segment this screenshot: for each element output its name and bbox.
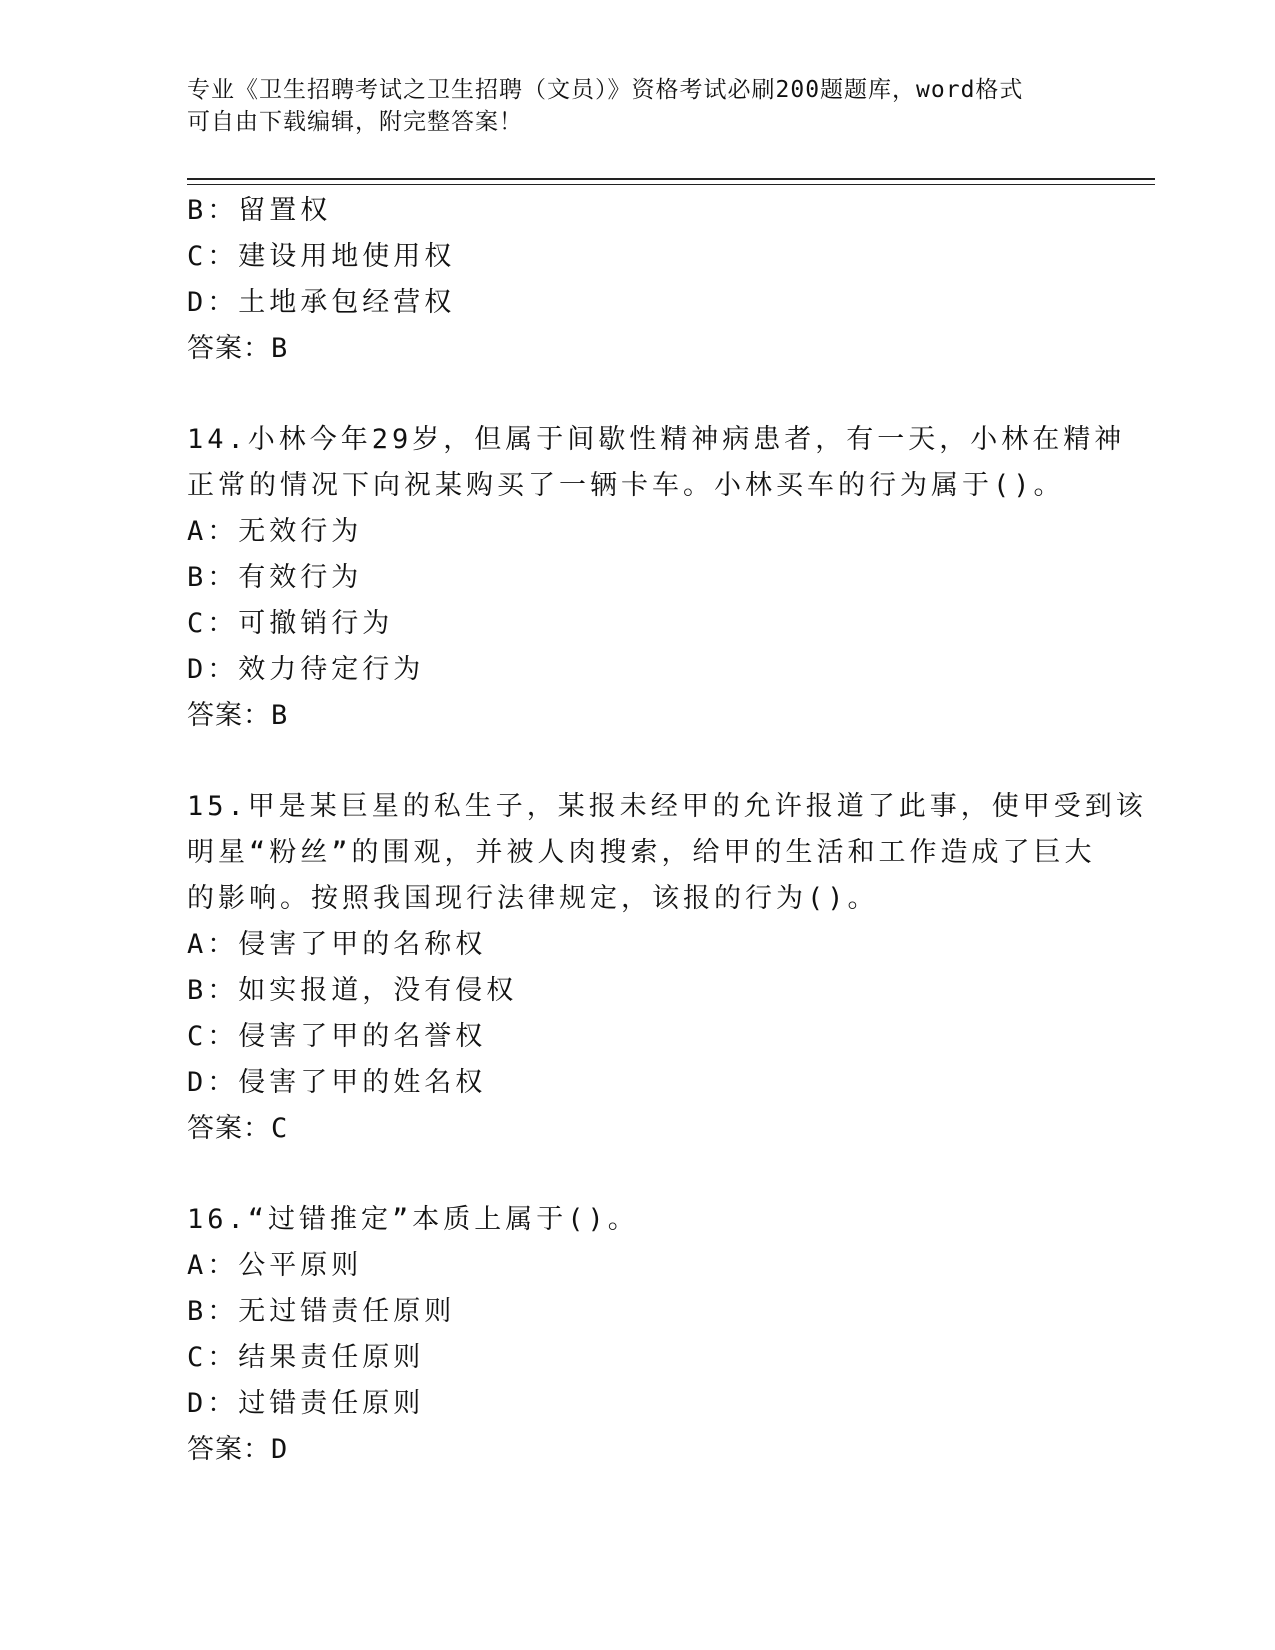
question-list <box>187 188 1147 1473</box>
option-d: D：侵害了甲的姓名权 <box>187 1067 487 1098</box>
option-a: A：无效行为 <box>187 516 363 547</box>
spacer <box>187 1152 1107 1197</box>
document-header <box>187 74 1087 138</box>
question-13 <box>187 188 1107 372</box>
option-d: D：土地承包经营权 <box>187 287 456 318</box>
answer: 答案：B <box>187 333 289 364</box>
answer: 答案：D <box>187 1434 289 1465</box>
header-line-1: 专业《卫生招聘考试之卫生招聘（文员）》资格考试必刷200题题库，word格式 <box>187 77 1024 103</box>
question-stem-line: 正常的情况下向祝某购买了一辆卡车。小林买车的行为属于()。 <box>187 470 1065 501</box>
option-b: B：留置权 <box>187 195 332 226</box>
option-c: C：可撤销行为 <box>187 608 394 639</box>
spacer <box>187 739 1107 784</box>
option-b: B：有效行为 <box>187 562 363 593</box>
answer: 答案：B <box>187 700 289 731</box>
spacer <box>187 372 1107 417</box>
question-16 <box>187 1197 1107 1473</box>
answer: 答案：C <box>187 1113 289 1144</box>
option-c: C：建设用地使用权 <box>187 241 456 272</box>
option-a: A：侵害了甲的名称权 <box>187 929 487 960</box>
option-b: B：如实报道，没有侵权 <box>187 975 518 1006</box>
header-line-2: 可自由下载编辑，附完整答案！ <box>187 109 523 135</box>
question-stem-line: 的影响。按照我国现行法律规定，该报的行为()。 <box>187 883 879 914</box>
option-d: D：效力待定行为 <box>187 654 425 685</box>
option-a: A：公平原则 <box>187 1250 363 1281</box>
question-14 <box>187 417 1126 739</box>
option-c: C：侵害了甲的名誉权 <box>187 1021 487 1052</box>
option-b: B：无过错责任原则 <box>187 1296 456 1327</box>
option-d: D：过错责任原则 <box>187 1388 425 1419</box>
question-stem-line: 14.小林今年29岁，但属于间歇性精神病患者，有一天，小林在精神 <box>187 424 1126 455</box>
header-rule-thick <box>187 178 1155 180</box>
question-stem-line: 16.“过错推定”本质上属于()。 <box>187 1204 639 1235</box>
header-rule-thin <box>187 184 1155 185</box>
question-15 <box>187 784 1147 1152</box>
question-stem-line: 明星“粉丝”的围观，并被人肉搜索，给甲的生活和工作造成了巨大 <box>187 837 1096 868</box>
option-c: C：结果责任原则 <box>187 1342 425 1373</box>
question-stem-line: 15.甲是某巨星的私生子，某报未经甲的允许报道了此事，使甲受到该 <box>187 791 1147 822</box>
